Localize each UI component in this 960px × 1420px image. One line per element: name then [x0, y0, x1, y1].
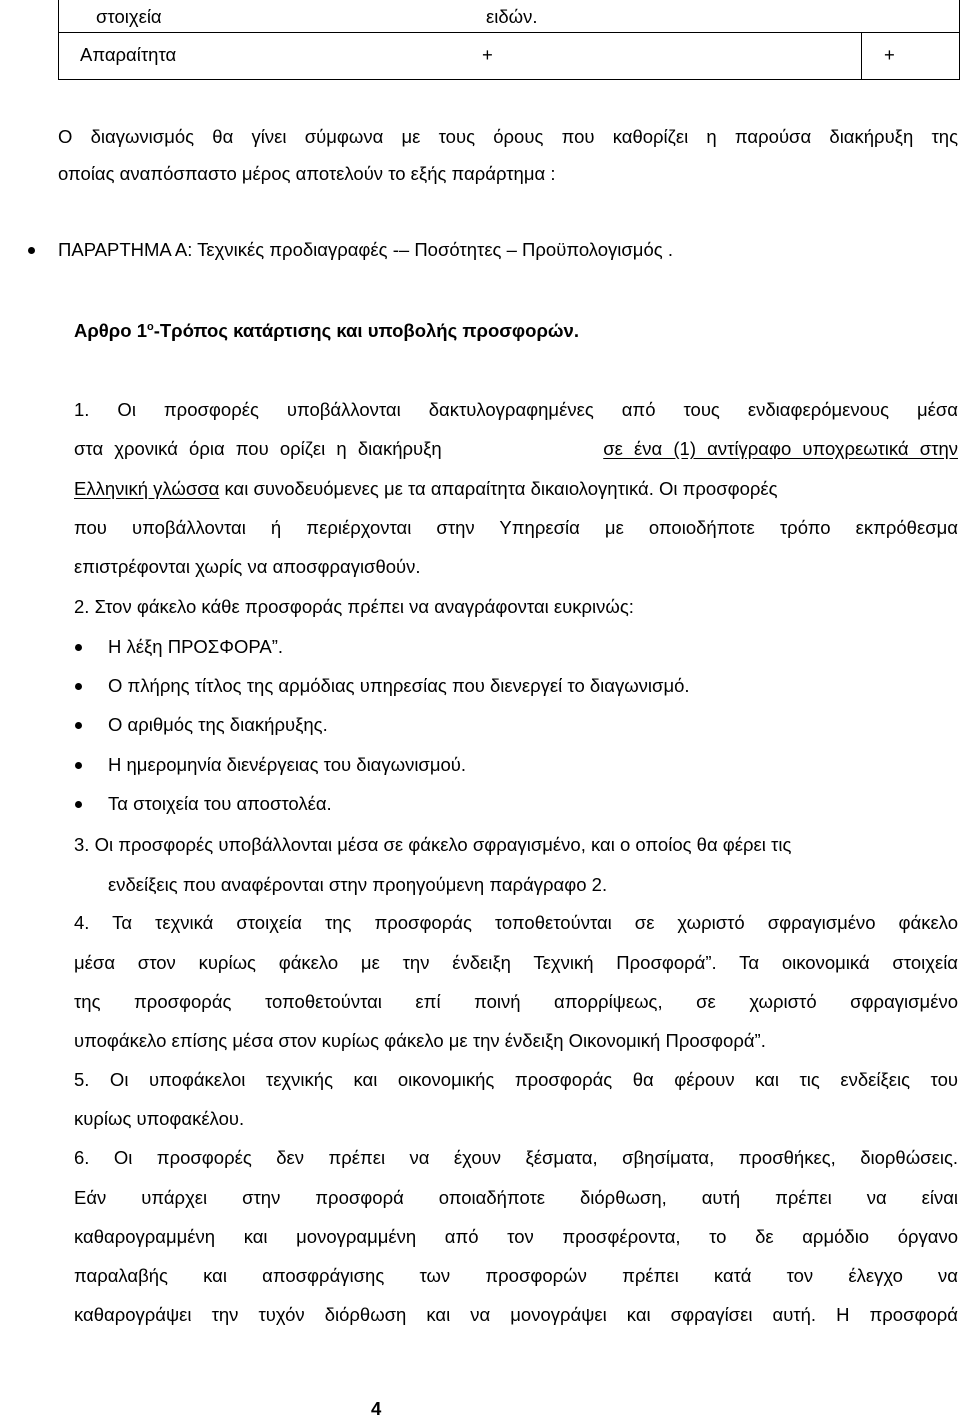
- paragraph-5-line: κυρίως υποφακέλου.: [74, 1108, 245, 1129]
- underlined-text: Ελληνική γλώσσα: [74, 478, 220, 499]
- bullet-icon: [75, 644, 82, 651]
- list-item: Η λέξη ΠΡΟΣΦΟΡΑ”.: [108, 636, 283, 657]
- list-item: Η ημερομηνία διενέργειας του διαγωνισμού.: [108, 754, 467, 775]
- text-span: στα χρονικά όρια που ορίζει η διακήρυξη: [74, 438, 442, 459]
- bullet-icon: [28, 247, 35, 254]
- table-row-divider: [59, 32, 959, 33]
- paragraph-6-line: Εάν υπάρχει στην προσφορά οποιαδήποτε διόρθωση, αυτή πρέπει να είναι: [74, 1187, 958, 1208]
- paragraph-3-line: ενδείξεις που αναφέρονται στην προηγούμενη παράγραφο 2.: [108, 874, 608, 895]
- paragraph-6-line: παραλαβής και αποσφράγισης των προσφορών πρέπει κατά τον έλεγχο να: [74, 1265, 958, 1286]
- bullet-icon: [75, 762, 82, 769]
- table-cell-label: στοιχεία: [96, 6, 162, 27]
- paragraph-4-line: μέσα στον κυρίως φάκελο με την ένδειξη Τεχνική Προσφορά”. Τα οικονομικά στοιχεία: [74, 952, 958, 973]
- paragraph-1-line: που υποβάλλονται ή περιέρχονται στην Υπηρεσία με οποιοδήποτε τρόπο εκπρόθεσμα: [74, 517, 958, 538]
- paragraph-5-line: 5. Οι υποφάκελοι τεχνικής και οικονομικής προσφοράς θα φέρουν και τις ενδείξεις του: [74, 1069, 958, 1090]
- table-cell-value: +: [884, 44, 895, 65]
- list-item: Ο πλήρης τίτλος της αρμόδιας υπηρεσίας που διενεργεί το διαγωνισμό.: [108, 675, 690, 696]
- intro-line: οποίας αναπόσπαστο μέρος αποτελούν το εξής παράρτημα :: [58, 163, 556, 184]
- paragraph-6-line: 6. Οι προσφορές δεν πρέπει να έχουν ξέσματα, σβησίματα, προσθήκες, διορθώσεις.: [74, 1147, 958, 1168]
- list-item: Ο αριθμός της διακήρυξης.: [108, 714, 328, 735]
- text-span: και συνοδευόμενες με τα απαραίτητα δικαιολογητικά. Οι προσφορές: [219, 478, 778, 499]
- table-cell-value: ειδών.: [486, 6, 538, 27]
- paragraph-6-line: καθαρογραμμένη και μονογραμμένη από τον προσφέροντα, το δε αρμόδιο όργανο: [74, 1226, 958, 1247]
- underlined-text: σε ένα (1) αντίγραφο υποχρεωτικά στην: [603, 438, 958, 459]
- bullet-icon: [75, 801, 82, 808]
- paragraph-1-line: [74, 478, 778, 500]
- article-number: Αρθρο 1: [74, 320, 147, 341]
- paragraph-3-line: 3. Οι προσφορές υποβάλλονται μέσα σε φάκελο σφραγισμένο, και ο οποίος θα φέρει τις: [74, 834, 792, 855]
- table-cell-value: +: [482, 44, 493, 65]
- article-title: -Τρόπος κατάρτισης και υποβολής προσφορών.: [153, 320, 579, 341]
- paragraph-4-line: 4. Τα τεχνικά στοιχεία της προσφοράς τοποθετούνται σε χωριστό σφραγισμένο φάκελο: [74, 912, 958, 933]
- paragraph-4-line: της προσφοράς τοποθετούνται επί ποινή απορρίψεως, σε χωριστό σφραγισμένο: [74, 991, 958, 1012]
- annex-item: ΠΑΡΑΡΤΗΜΑ Α: Τεχνικές προδιαγραφές -– Ποσότητες – Προϋπολογισμός .: [58, 239, 673, 260]
- list-item: Τα στοιχεία του αποστολέα.: [108, 793, 332, 814]
- paragraph-1-line: επιστρέφονται χωρίς να αποσφραγισθούν.: [74, 556, 421, 577]
- paragraph-4-line: υποφάκελο επίσης μέσα στον κυρίως φάκελο με την ένδειξη Οικονομική Προσφορά”.: [74, 1030, 766, 1051]
- bullet-icon: [75, 683, 82, 690]
- table-column-divider: [861, 32, 862, 79]
- paragraph-1-line: [74, 438, 958, 460]
- bullet-icon: [75, 722, 82, 729]
- article-heading: [74, 320, 579, 342]
- table-cell-label: Απαραίτητα: [80, 44, 177, 65]
- paragraph-6-line: καθαρογράψει την τυχόν διόρθωση και να μονογράψει και σφραγίσει αυτή. Η προσφορά: [74, 1304, 958, 1325]
- intro-line: Ο διαγωνισμός θα γίνει σύμφωνα με τους όρους που καθορίζει η παρούσα διακήρυξη της: [58, 126, 958, 147]
- paragraph-2-line: 2. Στον φάκελο κάθε προσφοράς πρέπει να αναγράφονται ευκρινώς:: [74, 596, 634, 617]
- page-number: 4: [371, 1398, 382, 1419]
- paragraph-1-line: 1. Οι προσφορές υποβάλλονται δακτυλογραφημένες από τους ενδιαφερόμενους μέσα: [74, 399, 958, 420]
- article-superscript: ο: [146, 320, 154, 333]
